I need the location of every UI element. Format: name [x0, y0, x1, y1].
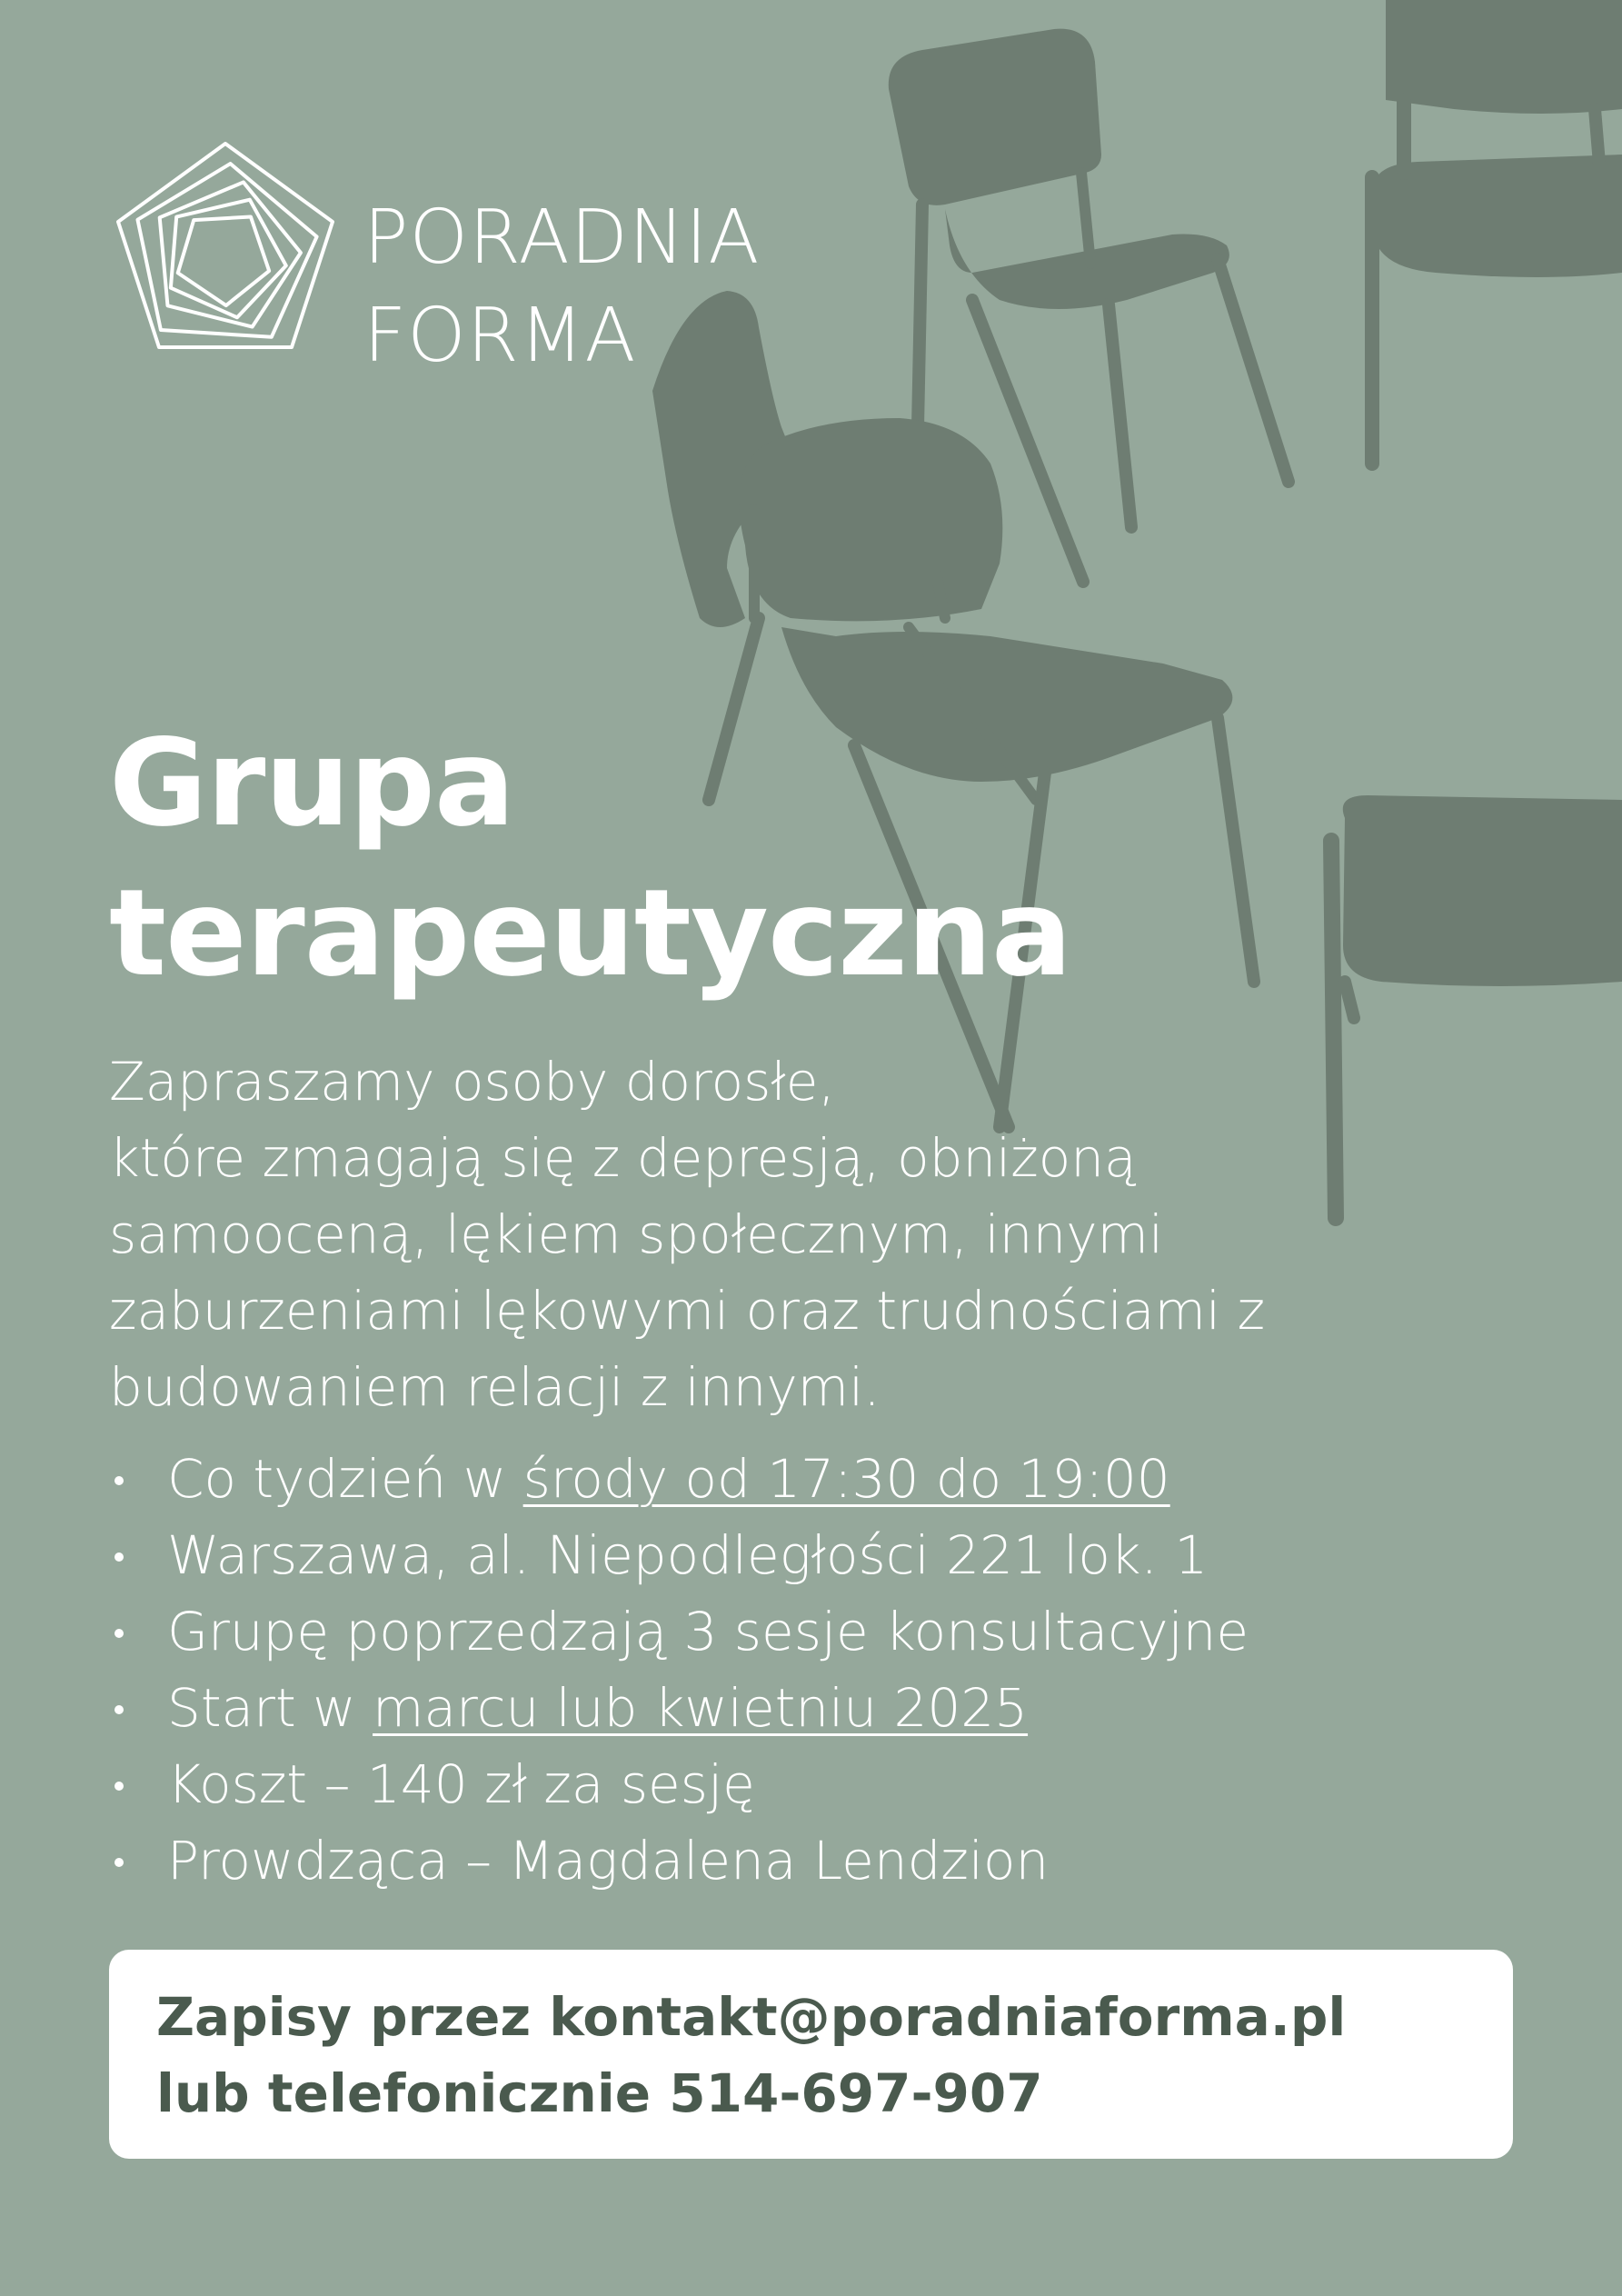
intro-line: Zapraszamy osoby dorosłe, [109, 1051, 835, 1113]
detail-therapist [109, 1822, 1249, 1899]
detail-address-text: Warszawa, al. Niepodległości 221 lok. 1 [167, 1524, 1209, 1586]
detail-address [109, 1517, 1249, 1593]
bullet-icon [114, 1705, 124, 1714]
detail-schedule-prefix: Co tydzień w [167, 1448, 523, 1510]
bullet-icon [114, 1629, 124, 1638]
details-list [109, 1441, 1249, 1899]
detail-cost [109, 1746, 1249, 1822]
intro-line: samooceną, lękiem społecznym, innymi [109, 1203, 1164, 1265]
pentagon-logo-icon [107, 136, 343, 373]
detail-start [109, 1670, 1249, 1746]
detail-start-date: marcu lub kwietniu 2025 [373, 1677, 1029, 1739]
detail-schedule-time: środy od 17:30 do 19:00 [522, 1448, 1170, 1510]
intro-paragraph [109, 1043, 1527, 1425]
bullet-icon [114, 1552, 124, 1562]
bullet-icon [114, 1476, 124, 1485]
intro-line: które zmagają się z depresją, obniżoną [109, 1127, 1137, 1189]
intro-line: zaburzeniami lękowymi oraz trudnościami z [109, 1280, 1266, 1342]
signup-email-line[interactable]: Zapisy przez kontakt@poradniaforma.pl [156, 1986, 1347, 2048]
title-line-1: Grupa [109, 714, 514, 854]
bullet-icon [114, 1782, 124, 1791]
page-title [109, 709, 1071, 1009]
intro-line: budowaniem relacji z innymi. [109, 1356, 881, 1418]
detail-start-prefix: Start w [167, 1677, 373, 1739]
brand-line-1: PORADNIA [363, 195, 761, 281]
brand-line-2: FORMA [363, 293, 637, 379]
bullet-icon [114, 1858, 124, 1867]
detail-consultations [109, 1593, 1249, 1670]
detail-schedule [109, 1441, 1249, 1517]
chair-top-right [1372, 0, 1622, 464]
detail-cost-text: Koszt – 140 zł za sesję [167, 1753, 755, 1815]
brand-name [363, 189, 761, 385]
signup-box [109, 1950, 1513, 2159]
signup-phone-line[interactable]: lub telefonicznie 514-697-907 [156, 2062, 1043, 2124]
detail-consultations-text: Grupę poprzedzają 3 sesje konsultacyjne [167, 1601, 1249, 1662]
title-line-2: terapeutyczna [109, 863, 1072, 1003]
detail-therapist-text: Prowdząca – Magdalena Lendzion [167, 1830, 1050, 1892]
